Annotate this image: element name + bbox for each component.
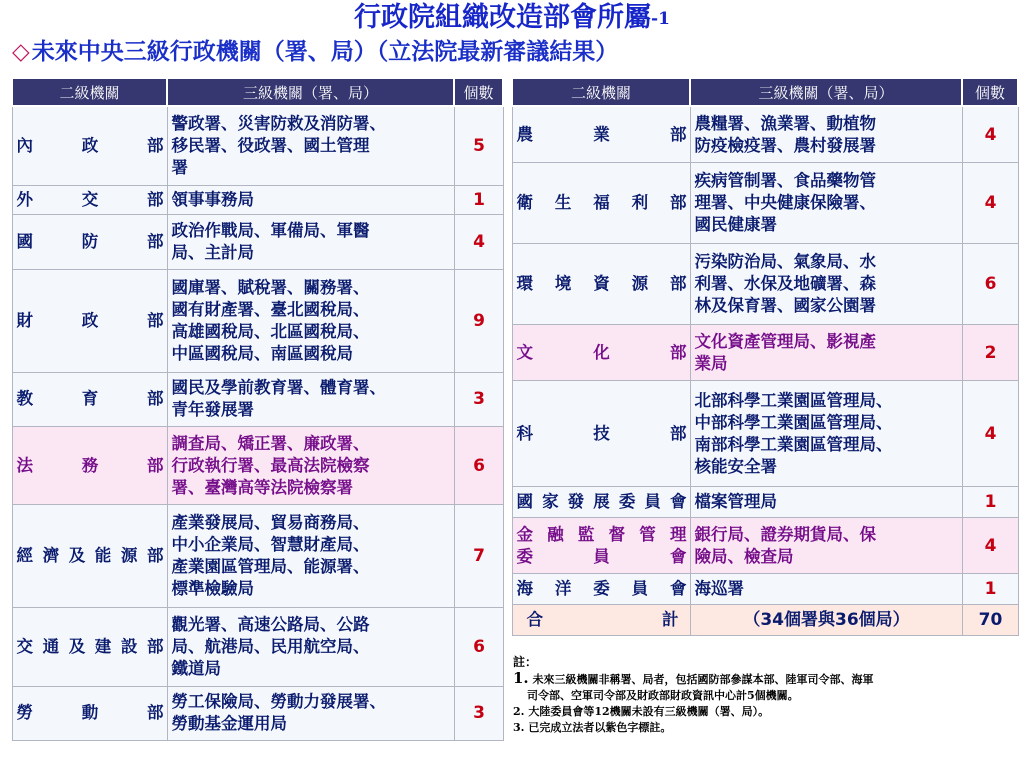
agency-list	[690, 163, 962, 244]
table-row	[512, 244, 1018, 325]
agency-list	[690, 487, 962, 518]
table-row	[12, 686, 503, 740]
note-number: 2.	[513, 705, 525, 718]
department-name: 科技部	[512, 381, 690, 487]
notes	[513, 654, 1017, 736]
department-name: 法務部	[12, 426, 167, 505]
agency-line: 局、主計局	[171, 243, 254, 263]
note-item	[513, 670, 1017, 688]
agency-line: 銀行局、證券期貨局、保	[694, 524, 876, 544]
department-name: 內政部	[12, 106, 167, 185]
note-text: 已完成立法者以紫色字標註。	[528, 721, 672, 734]
table-row	[512, 518, 1018, 574]
agency-line: 青年發展署	[171, 400, 254, 420]
agency-line: 中區國稅局、南區國稅局	[171, 343, 353, 363]
agency-line: 農糧署、漁業署、動植物	[694, 113, 876, 133]
department-name: 海洋委員會	[512, 574, 690, 605]
agency-line: 國庫署、賦稅署、關務署、	[171, 277, 370, 297]
agency-list	[690, 518, 962, 574]
table-row	[12, 426, 503, 505]
agency-list	[167, 106, 454, 185]
agency-line: 調查局、矯正署、廉政署、	[171, 433, 370, 453]
agency-line: 行政執行署、最高法院檢察	[171, 455, 370, 475]
table-row	[12, 505, 503, 608]
agency-count: 2	[962, 325, 1018, 381]
slide-subtitle	[12, 36, 618, 68]
header-level3: 三級機關（署、局）	[167, 78, 454, 106]
agency-count: 1	[962, 574, 1018, 605]
agency-count: 7	[454, 505, 503, 608]
note-text: 大陸委員會等12機關未設有三級機關（署、局）。	[528, 705, 770, 718]
agency-line: 警政署、災害防救及消防署、	[171, 113, 386, 133]
title-text: 行政院組織改造部會所屬	[354, 2, 652, 33]
agency-line: 勞工保險局、勞動力發展署、	[171, 692, 386, 712]
department-name: 國防部	[12, 215, 167, 269]
agency-count: 6	[454, 608, 503, 687]
right-table-header	[512, 78, 1018, 106]
table-row	[12, 608, 503, 687]
title-suffix: -1	[651, 9, 670, 29]
department-name: 交通及建設部	[12, 608, 167, 687]
total-row	[512, 605, 1018, 636]
agency-line: 政治作戰局、軍備局、軍醫	[171, 221, 370, 241]
header-level2: 二級機關	[12, 78, 167, 106]
table-row	[512, 106, 1018, 163]
note-number: 3.	[513, 721, 525, 734]
agency-line: 中部科學工業園區管理局、	[694, 412, 893, 432]
agency-line: 署、臺灣高等法院檢察署	[171, 477, 353, 497]
agency-list	[690, 574, 962, 605]
header-count: 個數	[454, 78, 503, 106]
department-name: 國家發展委員會	[512, 487, 690, 518]
agency-line: 觀光署、高速公路局、公路	[171, 614, 370, 634]
agency-line: 國民健康署	[694, 215, 777, 235]
department-name: 勞動部	[12, 686, 167, 740]
agency-count: 4	[962, 163, 1018, 244]
agency-line: 業局	[694, 353, 728, 373]
note-item	[513, 704, 1017, 720]
table-row	[512, 325, 1018, 381]
agency-count: 4	[962, 106, 1018, 163]
department-name: 外交部	[12, 185, 167, 215]
agency-count: 4	[962, 381, 1018, 487]
agency-line: 林及保育署、國家公園署	[694, 296, 876, 316]
agency-line: 北部科學工業園區管理局、	[694, 390, 893, 410]
right-agency-table	[511, 77, 1019, 636]
header-level3: 三級機關（署、局）	[690, 78, 962, 106]
agency-count: 6	[454, 426, 503, 505]
note-number: 1.	[513, 669, 529, 687]
agency-line: 核能安全署	[694, 456, 777, 476]
agency-line: 產業發展局、貿易商務局、	[171, 513, 370, 533]
notes-heading: 註：	[513, 655, 538, 669]
agency-line: 文化資產管理局、影視產	[694, 331, 876, 351]
agency-list	[167, 185, 454, 215]
table-row	[512, 487, 1018, 518]
total-count: 70	[962, 605, 1018, 636]
agency-list	[690, 106, 962, 163]
total-label: 合計	[512, 605, 690, 636]
agency-line: 署	[171, 157, 188, 177]
agency-line: 國民及學前教育署、體育署、	[171, 378, 386, 398]
left-agency-table	[11, 77, 504, 741]
department-name: 環境資源部	[512, 244, 690, 325]
agency-line: 勞動基金運用局	[171, 714, 287, 734]
agency-line: 險局、檢查局	[694, 546, 794, 566]
agency-line: 利署、水保及地礦署、森	[694, 274, 876, 294]
table-row	[512, 163, 1018, 244]
agency-list	[690, 325, 962, 381]
agency-line: 南部科學工業園區管理局、	[694, 434, 893, 454]
note-item	[513, 720, 1017, 736]
slide-title	[0, 2, 1024, 35]
table-row	[12, 372, 503, 426]
agency-line: 標準檢驗局	[171, 579, 254, 599]
agency-line: 鐵道局	[171, 658, 221, 678]
department-name: 農業部	[512, 106, 690, 163]
agency-list	[167, 372, 454, 426]
department-name: 財政部	[12, 269, 167, 372]
agency-line: 檔案管理局	[694, 492, 777, 512]
agency-line: 高雄國稅局、北區國稅局、	[171, 321, 370, 341]
agency-line: 疾病管制署、食品藥物管	[694, 171, 876, 191]
agency-list	[167, 505, 454, 608]
agency-line: 海巡署	[694, 579, 744, 599]
agency-list	[690, 244, 962, 325]
department-name-line: 金融監督管理	[516, 524, 688, 544]
agency-line: 國有財產署、臺北國稅局、	[171, 299, 370, 319]
note-text-continued: 司令部、空軍司令部及財政部財政資訊中心計5個機關。	[527, 689, 799, 702]
department-name: 教育部	[12, 372, 167, 426]
agency-line: 移民署、役政署、國土管理	[171, 135, 370, 155]
total-detail: （34個署與36個局）	[690, 605, 962, 636]
note-text: 未來三級機關非稱署、局者，包括國防部參謀本部、陸軍司令部、海軍	[532, 673, 874, 686]
agency-line: 污染防治局、氣象局、水	[694, 252, 876, 272]
department-name-line: 委員會	[516, 546, 688, 566]
agency-list	[167, 686, 454, 740]
table-row	[12, 215, 503, 269]
agency-line: 產業園區管理局、能源署、	[171, 557, 370, 577]
agency-list	[167, 215, 454, 269]
agency-line: 領事事務局	[171, 190, 254, 210]
agency-line: 防疫檢疫署、農村發展署	[694, 135, 876, 155]
department-name: 衛生福利部	[512, 163, 690, 244]
header-level2: 二級機關	[512, 78, 690, 106]
table-row	[512, 574, 1018, 605]
agency-count: 6	[962, 244, 1018, 325]
agency-list	[167, 426, 454, 505]
agency-count: 3	[454, 686, 503, 740]
subtitle-text: 未來中央三級行政機關（署、局）（立法院最新審議結果）	[31, 38, 619, 65]
agency-line: 理署、中央健康保險署、	[694, 193, 876, 213]
left-table-header	[12, 78, 503, 106]
table-row	[12, 269, 503, 372]
agency-list	[167, 269, 454, 372]
table-row	[12, 185, 503, 215]
department-name: 經濟及能源部	[12, 505, 167, 608]
agency-count: 3	[454, 372, 503, 426]
agency-count: 9	[454, 269, 503, 372]
header-count: 個數	[962, 78, 1018, 106]
department-name	[512, 518, 690, 574]
diamond-icon: ◇	[12, 38, 30, 65]
agency-count: 4	[962, 518, 1018, 574]
agency-list	[167, 608, 454, 687]
agency-count: 1	[454, 185, 503, 215]
agency-count: 4	[454, 215, 503, 269]
department-name: 文化部	[512, 325, 690, 381]
agency-count: 1	[962, 487, 1018, 518]
agency-list	[690, 381, 962, 487]
agency-count: 5	[454, 106, 503, 185]
table-row	[512, 381, 1018, 487]
table-row	[12, 106, 503, 185]
agency-line: 中小企業局、智慧財產局、	[171, 535, 370, 555]
agency-line: 局、航港局、民用航空局、	[171, 636, 370, 656]
